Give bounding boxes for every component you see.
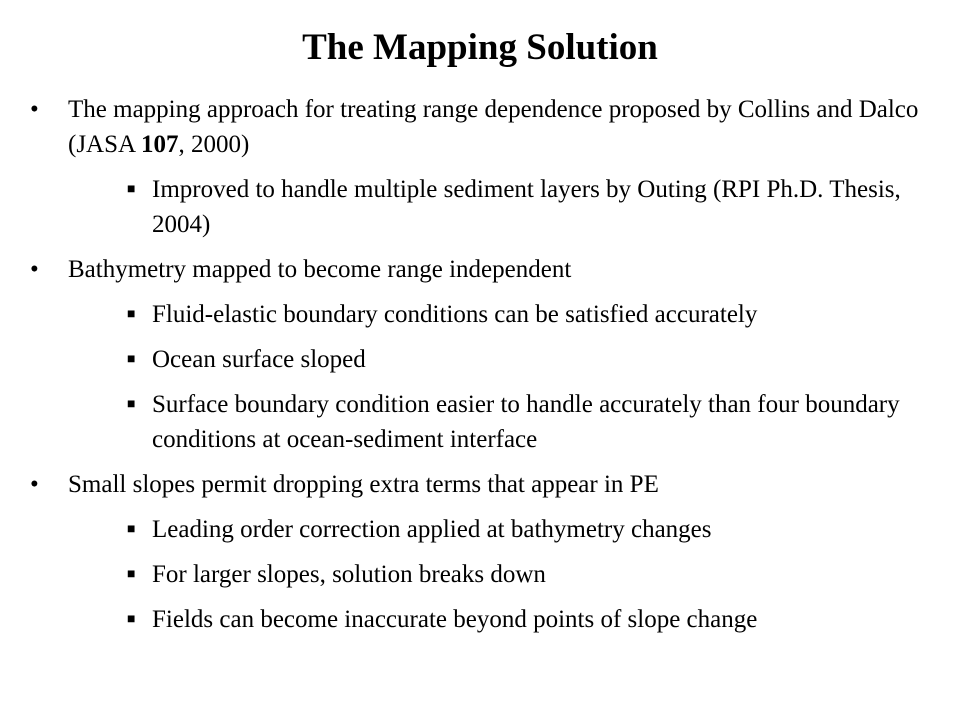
sub-bullet-item — [0, 172, 960, 242]
sub-bullet-text: Fields can become inaccurate beyond points of slope change — [152, 606, 758, 633]
bullet-dot-icon: • — [30, 96, 39, 123]
bullet-dot-icon: • — [30, 471, 39, 498]
bullet-text: , 2000) — [178, 131, 250, 158]
bullet-text: The mapping approach for treating range dependence proposed by Collins and Dalco (JASA — [68, 96, 919, 158]
sub-bullet-item — [0, 512, 960, 547]
square-bullet-icon: ■ — [127, 397, 136, 412]
sub-bullet-item — [0, 297, 960, 332]
bullet-text-bold: 107 — [140, 131, 179, 158]
bullet-item — [0, 252, 960, 287]
bullet-list — [0, 92, 960, 647]
sub-bullet-item — [0, 557, 960, 592]
bullet-text: Small slopes permit dropping extra terms that appear in PE — [68, 471, 659, 498]
sub-bullet-item — [0, 342, 960, 377]
sub-bullet-text: Improved to handle multiple sediment layers by Outing (RPI Ph.D. Thesis, 2004) — [152, 176, 901, 238]
bullet-text: Bathymetry mapped to become range independent — [68, 256, 572, 283]
square-bullet-icon: ■ — [127, 352, 136, 367]
sub-bullet-text: Ocean surface sloped — [152, 346, 366, 373]
bullet-item — [0, 467, 960, 502]
sub-bullet-text: For larger slopes, solution breaks down — [152, 561, 546, 588]
sub-bullet-item — [0, 387, 960, 457]
square-bullet-icon: ■ — [127, 182, 136, 197]
sub-bullet-item — [0, 602, 960, 637]
square-bullet-icon: ■ — [127, 612, 136, 627]
square-bullet-icon: ■ — [127, 307, 136, 322]
sub-bullet-text: Fluid-elastic boundary conditions can be satisfied accurately — [152, 301, 758, 328]
square-bullet-icon: ■ — [127, 567, 136, 582]
bullet-item — [0, 92, 960, 162]
slide-title: The Mapping Solution — [302, 27, 658, 68]
sub-bullet-text: Leading order correction applied at bathymetry changes — [152, 516, 712, 543]
sub-bullet-text: Surface boundary condition easier to handle accurately than four boundary conditions at ocean-sediment interface — [152, 391, 900, 453]
bullet-dot-icon: • — [30, 256, 39, 283]
square-bullet-icon: ■ — [127, 522, 136, 537]
